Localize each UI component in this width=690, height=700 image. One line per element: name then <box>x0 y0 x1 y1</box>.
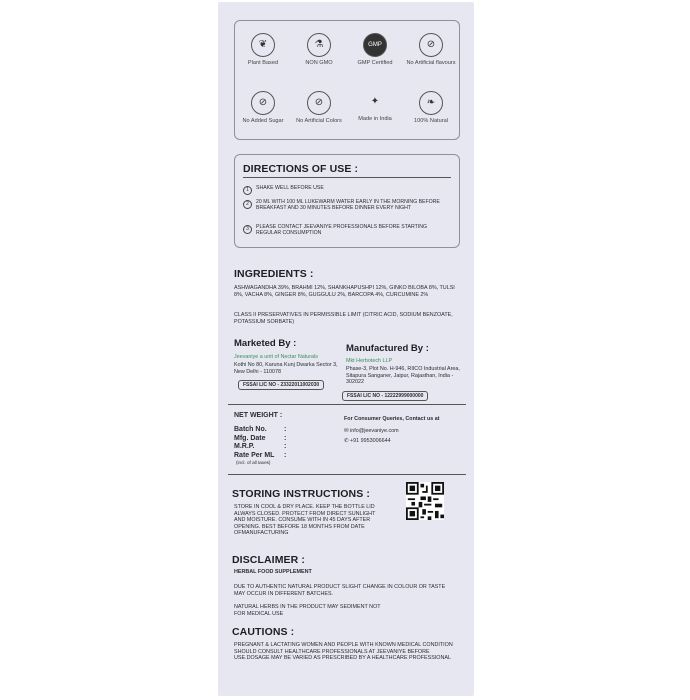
step-number: 1 <box>243 186 252 195</box>
cautions-title: CAUTIONS : <box>232 626 295 638</box>
batch-rows <box>234 426 274 460</box>
product-label <box>218 2 474 696</box>
no-added-sugar-icon: ⊘ <box>251 91 275 115</box>
email-icon: ✉ <box>344 428 349 434</box>
step-number: 3 <box>243 225 252 234</box>
step-text: SHAKE WELL BEFORE USE <box>256 185 324 191</box>
rate-per-ml-label: Rate Per ML <box>234 451 275 459</box>
disclaimer-sub: HERBAL FOOD SUPPLEMENT <box>234 569 312 575</box>
badge-label: Plant Based <box>247 60 279 66</box>
marketed-company: Jeevaniye a unit of Nectar Naturals <box>234 354 318 360</box>
divider <box>228 404 466 405</box>
leaf-hand-icon: ❦ <box>251 33 275 57</box>
badge <box>291 87 347 141</box>
badge-label: No Artificial flavours <box>406 60 456 66</box>
tax-note: (incl. of all taxes) <box>236 460 271 465</box>
badge-label: No Added Sugar <box>242 118 284 124</box>
manufactured-address: Phase-3, Plot No. H-946, RIICO Industrial Area, Sitapura Sanganer, Jaipur, Rajasthan, India - 302022 <box>346 366 460 386</box>
badge <box>403 87 459 141</box>
direction-step <box>243 199 446 212</box>
badge-label: Made in India <box>358 116 392 122</box>
gmp-icon: GMP <box>363 33 387 57</box>
ingredients-text: ASHWAGANDHA 39%, BRAHMI 12%, SHANKHAPUSHPI 12%, GINKO BILOBA 8%, TULSI 8%, VACHA 8%, GINGER 8%, GUGGULU 2%, BARCOPA 4%, CURCUMINE 2% <box>234 285 455 298</box>
badge-label: NON GMO <box>305 60 333 66</box>
colon: : <box>284 426 287 433</box>
contact-phone[interactable]: +91 9953006644 <box>350 438 391 444</box>
badge <box>291 29 347 83</box>
marketed-address: Kothi No 80, Karuna Kunj Dwarka Sector 3, New Delhi - 110078 <box>234 362 338 375</box>
divider <box>228 474 466 475</box>
mrp-label: M.R.P. <box>234 443 255 450</box>
phone-icon: ✆ <box>344 438 349 444</box>
ingredients-title: INGREDIENTS : <box>234 268 314 280</box>
cautions-text: PREGNANT & LACTATING WOMEN AND PEOPLE WITH KNOWN MEDICAL CONDITION SHOULD CONSULT HEALTHCARE PROFESSIONALS AT JEEVANIYE BEFORE USE.DOSAGE MAY BE VARIED AS PRESCRIBED BY A HEALTHCARE PROFESSIONAL <box>234 642 453 662</box>
step-number: 2 <box>243 200 252 209</box>
mfg-date-label: Mfg. Date <box>234 434 266 442</box>
badge <box>235 29 291 83</box>
colon: : <box>284 434 287 442</box>
no-artificial-flavours-icon: ⊘ <box>419 33 443 57</box>
contact-title: For Consumer Queries, Contact us at <box>344 416 440 422</box>
manufactured-fssai: FSSAI LIC NO - 12222999000000 <box>342 391 428 401</box>
divider <box>243 177 451 178</box>
no-artificial-colors-icon: ⊘ <box>307 91 331 115</box>
step-text: PLEASE CONTACT JEEVANIYE PROFESSIONALS BEFORE STARTING REGULAR CONSUMPTION <box>256 224 428 237</box>
colon: : <box>284 451 287 459</box>
natural-icon: ❧ <box>419 91 443 115</box>
preservatives-text: CLASS II PRESERVATIVES IN PERMISSIBLE LIMIT (CITRIC ACID, SODIUM BENZOATE, POTASSIUM SORBATE) <box>234 312 453 325</box>
disclaimer-p2: NATURAL HERBS IN THE PRODUCT MAY SEDIMENT NOT FOR MEDICAL USE <box>234 604 381 617</box>
badge <box>403 29 459 83</box>
made-in-india-icon: ✦ <box>370 96 380 107</box>
contact-email-row <box>344 428 399 435</box>
colon: : <box>284 443 287 450</box>
net-weight-label: NET WEIGHT : <box>234 412 283 419</box>
badge <box>235 87 291 141</box>
storing-title: STORING INSTRUCTIONS : <box>232 488 370 500</box>
storing-text: STORE IN COOL & DRY PLACE. KEEP THE BOTTLE LID ALWAYS CLOSED. PROTECT FROM DIRECT SUNLIGHT AND MOISTURE. CONSUME WITH IN 45 DAYS AFTER OPENING. BEST BEFORE 18 MONTHS FROM DATE OFMANUFACTURING <box>234 504 376 537</box>
step-text: 20 ML WITH 100 ML LUKEWARM WATER EARLY IN THE MORNING BEFORE BREAKFAST AND 30 MINUTES BEFORE DINNER EVERY NIGHT <box>256 199 440 212</box>
disclaimer-title: DISCLAIMER : <box>232 554 305 566</box>
directions-box <box>234 154 460 248</box>
batch-colons <box>284 426 286 460</box>
non-gmo-icon: ⚗ <box>307 33 331 57</box>
qr-code-icon[interactable] <box>406 482 444 520</box>
directions-title: DIRECTIONS OF USE : <box>243 163 359 175</box>
marketed-title: Marketed By : <box>234 338 297 349</box>
badge-label: 100% Natural <box>414 118 448 124</box>
badge <box>347 87 403 141</box>
direction-step <box>243 185 446 195</box>
badge-label: GMP Certified <box>357 60 393 66</box>
badges-box <box>234 20 460 140</box>
marketed-fssai: FSSAI LIC NO - 23322011002030 <box>238 380 324 390</box>
badges-grid <box>235 29 459 141</box>
badge <box>347 29 403 83</box>
contact-phone-row <box>344 438 391 445</box>
badge-label: No Artificial Colors <box>296 118 342 124</box>
manufactured-company: Mkt Herbotech LLP <box>346 358 393 364</box>
manufactured-title: Manufactured By : <box>346 343 429 354</box>
disclaimer-p1: DUE TO AUTHENTIC NATURAL PRODUCT SLIGHT CHANGE IN COLOUR OR TASTE MAY OCCUR IN DIFFERENT BATCHES. <box>234 584 446 597</box>
batch-no-label: Batch No. <box>234 426 267 433</box>
direction-step <box>243 224 446 237</box>
contact-email[interactable]: info@jeevaniye.com <box>350 428 399 434</box>
